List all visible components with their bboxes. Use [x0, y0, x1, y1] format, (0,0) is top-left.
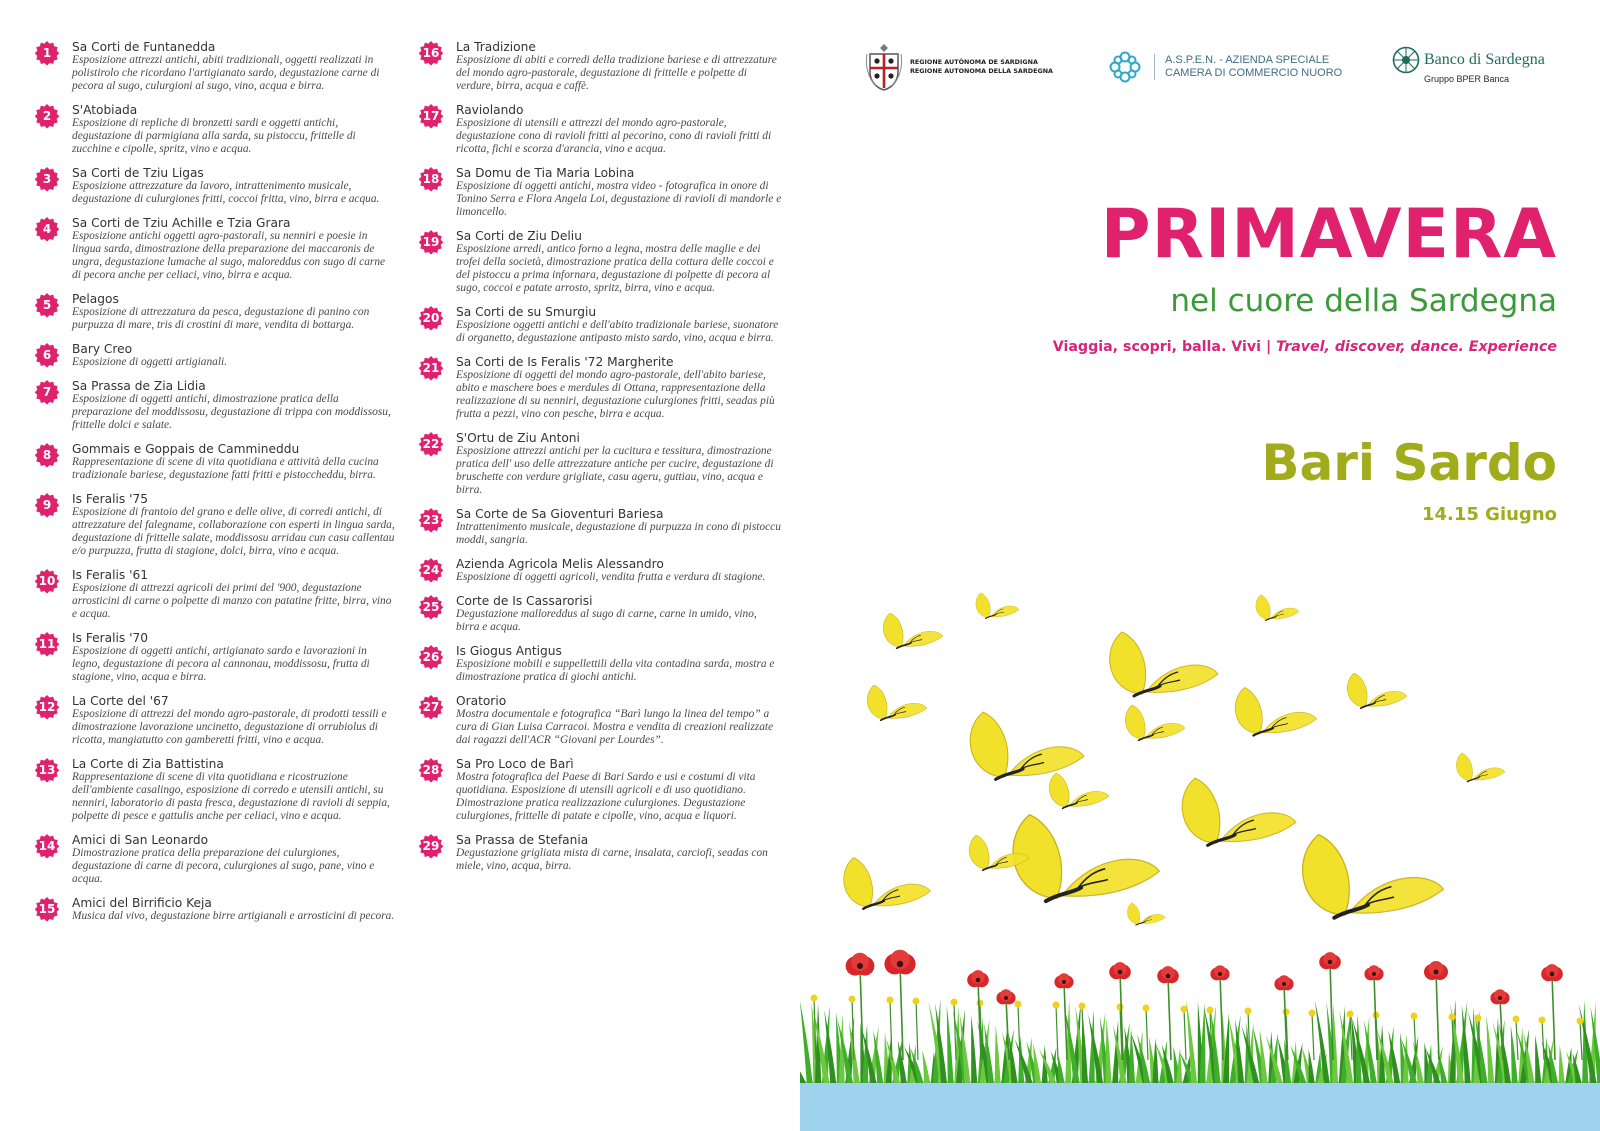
poppy-icon: [1541, 964, 1563, 981]
butterfly-icon: [844, 858, 931, 909]
program-entry: [34, 694, 396, 747]
region-name-italian: REGIONE AUTONOMA DELLA SARDEGNA: [910, 67, 1053, 75]
spring-illustration: [800, 580, 1600, 1131]
entry-description: Esposizione di attrezzi agricoli dei primi del '900, degustazione arrosticini di carne o polpette di manzo con patatine fritte, birra, vino e acqua.: [72, 582, 392, 620]
butterfly-icon: [1303, 835, 1444, 918]
butterfly-icon: [1125, 705, 1185, 740]
entry-number: 6: [42, 348, 52, 362]
entry-title: La Corte del '67: [72, 694, 169, 708]
program-entry: [418, 757, 783, 823]
entry-number: 22: [422, 437, 440, 451]
program-entry: [418, 694, 783, 747]
entry-number: 16: [422, 46, 440, 60]
program-entry: [34, 568, 396, 621]
entry-number: 5: [42, 298, 52, 312]
entry-title: Is Feralis '61: [72, 568, 148, 582]
number-badge-icon: [34, 833, 60, 859]
butterfly-icon: [976, 593, 1019, 619]
entry-number: 27: [422, 700, 440, 714]
program-entry: [34, 379, 396, 432]
small-flower-icon: [1245, 1008, 1252, 1015]
poppy-icon: [1319, 952, 1341, 969]
entry-number: 23: [422, 513, 440, 527]
entry-description: Mostra fotografica del Paese di Bari Sardo e usi e costumi di vita quotidiana. Esposizione di utensili agricoli e di uso quotidiano. Dimostrazione pratica realizzazione culurgiones. Degustazione culurgiones, frittelle di patate e cipolle, vino, acqua e liquori.: [456, 771, 756, 822]
region-crest-icon: [864, 42, 904, 92]
entry-title: Corte de Is Cassarorisi: [456, 594, 593, 608]
entry-description: Esposizione di abiti e corredi della tradizione bariese e di attrezzature del mondo agro-pastorale, degustazione di frittelle e polpette di verdure, birra, acqua e caffè.: [456, 54, 777, 92]
program-entry: [34, 166, 396, 206]
entry-number: 13: [38, 763, 56, 777]
entry-number: 4: [42, 222, 52, 236]
poppy-icon: [996, 989, 1015, 1004]
entry-title: Amici del Birrificio Keja: [72, 896, 212, 910]
program-entry: [34, 442, 396, 482]
water-strip: [800, 1081, 1600, 1131]
entry-title: Oratorio: [456, 694, 507, 708]
small-flower-icon: [1577, 1018, 1584, 1025]
aspen-knot-icon: [1108, 50, 1142, 84]
entry-title: Gommais e Goppais de Cammineddu: [72, 442, 300, 456]
small-flower-icon: [1513, 1016, 1520, 1023]
entry-description: Musica dal vivo, degustazione birre artigianali e arrosticini di pecora.: [72, 910, 395, 922]
entry-title: Sa Domu de Tia Maria Lobina: [456, 166, 635, 180]
entry-description: Esposizione di oggetti antichi, mostra video - fotografica in onore di Tonino Serra e Flora Angela Loi, degustazione di ravioli di mandorle e limoncello.: [456, 180, 782, 218]
small-flower-icon: [1475, 1015, 1482, 1022]
entry-number: 11: [38, 637, 56, 651]
logo-aspen: [1108, 50, 1342, 84]
entry-title: La Tradizione: [456, 40, 536, 54]
entry-description: Intrattenimento musicale, degustazione di purpuzza in cono di pistoccu moddi, sangria.: [456, 521, 781, 546]
entry-description: Degustazione grigliata mista di carne, insalata, carciofi, seadas con miele, vino, acqua, birra.: [456, 847, 768, 872]
entry-title: S'Atobiada: [72, 103, 138, 117]
poppy-icon: [846, 953, 875, 976]
entry-title: Sa Corte de Sa Gioventuri Bariesa: [456, 507, 664, 521]
program-entry: [418, 40, 783, 93]
butterfly-icon: [867, 685, 927, 720]
small-flower-icon: [1347, 1011, 1354, 1018]
entry-number: 1: [42, 46, 52, 60]
number-badge-icon: [418, 757, 444, 783]
entry-description: Mostra documentale e fotografica “Barì lungo la linea del tempo” a cura di Gian Luisa Carracoi. Mostra e vendita di creazioni realizzate dai ragazzi dell'ACR “Giovani per Lourdes”.: [456, 708, 774, 746]
butterfly-icon: [1182, 778, 1296, 845]
number-badge-icon: [418, 355, 444, 381]
entry-number: 14: [38, 839, 56, 853]
entry-description: Degustazione malloreddus al sugo di carne, carne in umido, vino, birra e acqua.: [456, 608, 757, 633]
program-entry: [34, 342, 396, 369]
tagline-italian: Viaggia, scopri, balla. Vivi |: [1052, 339, 1272, 355]
number-badge-icon: [34, 631, 60, 657]
entry-title: Sa Corti de Funtanedda: [72, 40, 216, 54]
entry-description: Esposizione di oggetti antichi, artigianato sardo e lavorazioni in legno, degustazione di pecora al cannonau, moddissosu, frutta di stagione, vino, acqua e birra.: [72, 645, 370, 683]
small-flower-icon: [913, 998, 920, 1005]
program-entry: [34, 757, 396, 823]
banco-group: Gruppo BPER Banca: [1424, 74, 1510, 84]
butterfly-icon: [1013, 815, 1159, 901]
entry-description: Dimostrazione pratica della preparazione dei culurgiones, degustazione di carne di pecora, culurgiones al sugo, pane, vino e acqua.: [72, 847, 375, 885]
number-badge-icon: [418, 694, 444, 720]
small-flower-icon: [1117, 1004, 1124, 1011]
program-entry: [418, 166, 783, 219]
entry-number: 2: [42, 109, 52, 123]
butterfly-icon: [1456, 753, 1505, 782]
number-badge-icon: [418, 594, 444, 620]
entry-title: Sa Corti de su Smurgiu: [456, 305, 597, 319]
program-list-left: [34, 40, 396, 933]
number-badge-icon: [34, 166, 60, 192]
program-entry: [34, 216, 396, 282]
banco-name: Banco di Sardegna: [1424, 51, 1545, 68]
number-badge-icon: [34, 103, 60, 129]
banco-rosette-icon: [1392, 46, 1420, 74]
entry-description: Esposizione mobili e suppellettili della vita contadina sarda, mostra e dimostrazione pratica di giochi antichi.: [456, 658, 775, 683]
entry-description: Esposizione di oggetti antichi, dimostrazione pratica della preparazione del moddissosu, degustazione di trippa con moddissosu, frittelle dolci e salate.: [72, 393, 391, 431]
program-entry: [418, 644, 783, 684]
small-flower-icon: [849, 996, 856, 1003]
entry-number: 9: [42, 498, 52, 512]
entry-number: 8: [42, 448, 52, 462]
number-badge-icon: [418, 305, 444, 331]
entry-title: Sa Corti de Tziu Ligas: [72, 166, 204, 180]
entry-title: S'Ortu de Ziu Antoni: [456, 431, 580, 445]
entry-title: Sa Pro Loco de Barì: [456, 757, 574, 771]
butterfly-icon: [1256, 595, 1299, 621]
entry-number: 17: [422, 109, 440, 123]
butterfly-icon: [1347, 673, 1407, 708]
program-entry: [418, 594, 783, 634]
number-badge-icon: [34, 694, 60, 720]
butterfly-icon: [970, 712, 1084, 779]
town-name: Bari Sardo: [1261, 434, 1557, 492]
poppy-icon: [1424, 961, 1448, 980]
entry-title: Sa Corti de Tziu Achille e Tzia Grara: [72, 216, 291, 230]
entry-description: Rappresentazione di scene di vita quotidiana e attività della cucina tradizionale bariese, degustazione fatti fritti e pistoccheddu, birra.: [72, 456, 379, 481]
entry-number: 7: [42, 385, 52, 399]
number-badge-icon: [34, 342, 60, 368]
small-flower-icon: [951, 999, 958, 1006]
entry-title: Azienda Agricola Melis Alessandro: [456, 557, 664, 571]
program-entry: [34, 492, 396, 558]
number-badge-icon: [418, 833, 444, 859]
entry-number: 28: [422, 763, 440, 777]
poppy-icon: [967, 970, 989, 987]
small-flower-icon: [1411, 1013, 1418, 1020]
entry-description: Esposizione antichi oggetti agro-pastorali, su nenniri e poesie in lingua sarda, dimostrazione della preparazione dei maccaronis de ungra, degustazione lumache al sugo, maloreddus con sugo di carne di pecora anche per celiaci, vino, birra e acqua.: [72, 230, 386, 281]
program-entry: [418, 431, 783, 497]
number-badge-icon: [34, 757, 60, 783]
program-list-middle: [418, 40, 783, 883]
number-badge-icon: [34, 442, 60, 468]
entry-number: 18: [422, 172, 440, 186]
event-tagline: [1053, 337, 1557, 357]
aspen-name: A.S.P.E.N. - AZIENDA SPECIALE: [1165, 54, 1330, 66]
number-badge-icon: [34, 379, 60, 405]
number-badge-icon: [34, 292, 60, 318]
entry-title: Raviolando: [456, 103, 524, 117]
butterfly-icon: [1110, 632, 1218, 696]
event-dates: 14.15 Giugno: [1421, 504, 1557, 525]
entry-number: 20: [422, 311, 440, 325]
aspen-chamber: CAMERA DI COMMERCIO NUORO: [1165, 67, 1343, 79]
logo-banco-di-sardegna: [1392, 46, 1545, 85]
entry-title: Sa Corti de Is Feralis '72 Margherite: [456, 355, 674, 369]
number-badge-icon: [418, 431, 444, 457]
logo-regione-sardegna: [864, 42, 1053, 92]
entry-description: Esposizione di oggetti del mondo agro-pastorale, dell'abito bariese, abito e maschere boes e merdules di Ottana, rappresentazione della realizzazione di su nenniri, degustazione culurgiones fritti, seadas più frutta a pezzi, vino con pesche, birra e acqua.: [456, 369, 775, 420]
program-entry: [418, 833, 783, 873]
number-badge-icon: [418, 507, 444, 533]
butterfly-icon: [1049, 773, 1109, 808]
entry-number: 24: [422, 563, 440, 577]
program-entry: [418, 305, 783, 345]
number-badge-icon: [418, 103, 444, 129]
small-flower-icon: [1143, 1005, 1150, 1012]
entry-description: Esposizione attrezzi antichi, abiti tradizionali, oggetti realizzati in polistirolo che ricordano l'artigianato sardo, degustazione carne di pecora al sugo, culurgioni al sugo, vino, acqua e birra.: [72, 54, 380, 92]
entry-number: 3: [42, 172, 52, 186]
entry-description: Rappresentazione di scene di vita quotidiana e ricostruzione dell'ambiente casalingo, esposizione di corredo e utensili antichi, su nenniri, laboratorio di pasta fresca, degustazione di ravioli di seppia, polpette di pesce e gattulis anche per celiaci, vino e acqua.: [72, 771, 390, 822]
entry-number: 15: [38, 902, 56, 916]
entry-title: Sa Prassa de Zia Lidia: [72, 379, 206, 393]
program-entry: [418, 229, 783, 295]
small-flower-icon: [977, 1000, 984, 1007]
poppy-icon: [1274, 975, 1293, 990]
sponsor-logos: [858, 40, 1558, 96]
small-flower-icon: [1207, 1007, 1214, 1014]
number-badge-icon: [418, 229, 444, 255]
tagline-english: Travel, discover, dance. Experience: [1276, 339, 1557, 355]
poppy-icon: [1054, 973, 1073, 988]
program-entry: [34, 292, 396, 332]
small-flower-icon: [811, 995, 818, 1002]
entry-title: Sa Prassa de Stefania: [456, 833, 589, 847]
entry-number: 19: [422, 235, 440, 249]
number-badge-icon: [418, 644, 444, 670]
program-entry: [34, 103, 396, 156]
entry-title: La Corte di Zia Battistina: [72, 757, 224, 771]
entry-description: Esposizione di repliche di bronzetti sardi e oggetti antichi, degustazione di parmigiana alla sarda, su pistoccu, frittelle di zucchine e cipolle, spritz, vino e acqua.: [72, 117, 356, 155]
entry-description: Esposizione attrezzature da lavoro, intrattenimento musicale, degustazione di culurgiones fritti, coccoi fritta, vino, birra e acqua.: [72, 180, 380, 205]
entry-description: Esposizione di oggetti agricoli, vendita frutta e verdura di stagione.: [456, 571, 766, 583]
event-subtitle: nel cuore della Sardegna: [1170, 283, 1557, 319]
program-entry: [34, 833, 396, 886]
entry-description: Esposizione di attrezzatura da pesca, degustazione di panino con purpuzza di mare, tris di crostini di mare, vendita di bottarga.: [72, 306, 370, 331]
entry-title: Is Feralis '70: [72, 631, 148, 645]
number-badge-icon: [418, 557, 444, 583]
entry-number: 10: [38, 574, 56, 588]
program-entry: [418, 355, 783, 421]
program-entry: [34, 40, 396, 93]
entry-title: Sa Corti de Ziu Deliu: [456, 229, 582, 243]
butterfly-icon: [1235, 688, 1316, 736]
butterfly-icon: [883, 613, 943, 648]
program-entry: [418, 557, 783, 584]
entry-description: Esposizione di frantoio del grano e delle olive, di corredi antichi, di attrezzature del falegname, collaborazione con esperti in lingua sarda, degustazione di frittelle salate, moddissosu arridau cun casu callentau e/o purpuzza, frutta di stagione, dolci, birra, vino e acqua.: [72, 506, 395, 557]
small-flower-icon: [1015, 1001, 1022, 1008]
number-badge-icon: [418, 40, 444, 66]
number-badge-icon: [34, 568, 60, 594]
poppy-icon: [884, 950, 915, 975]
entry-description: Esposizione oggetti antichi e dell'abito tradizionale bariese, suonatore di organetto, degustazione antipasto misto sardo, vino, acqua e birra.: [456, 319, 779, 344]
poppy-icon: [1109, 962, 1131, 979]
entry-number: 26: [422, 650, 440, 664]
entry-title: Is Giogus Antigus: [456, 644, 562, 658]
small-flower-icon: [1079, 1003, 1086, 1010]
program-entry: [34, 896, 396, 923]
program-entry: [418, 507, 783, 547]
entry-description: Esposizione di oggetti artigianali.: [72, 356, 228, 368]
entry-number: 12: [38, 700, 56, 714]
poppy-icon: [1490, 989, 1509, 1004]
small-flower-icon: [1309, 1010, 1316, 1017]
poppy-icon: [1364, 965, 1383, 980]
entry-number: 21: [422, 361, 440, 375]
small-flower-icon: [887, 997, 894, 1004]
region-name-sardinian: REGIONE AUTÒNOMA DE SARDIGNA: [910, 58, 1038, 66]
small-flower-icon: [1053, 1002, 1060, 1009]
number-badge-icon: [34, 216, 60, 242]
number-badge-icon: [34, 40, 60, 66]
number-badge-icon: [34, 896, 60, 922]
entry-number: 29: [422, 839, 440, 853]
number-badge-icon: [34, 492, 60, 518]
program-entry: [418, 103, 783, 156]
entry-title: Bary Creo: [72, 342, 133, 356]
poppy-icon: [1157, 966, 1179, 983]
small-flower-icon: [1181, 1006, 1188, 1013]
poppy-icon: [1210, 965, 1229, 980]
entry-description: Esposizione arredi, antico forno a legna, mostra delle maglie e dei trofei della società, dimostrazione pratica della cottura delle coccoi e del pistoccu a prima infornara, degustazione di polpette di pecora al sugo, coccoi e patate arrosto, spritz, birra, vino e acqua.: [456, 243, 774, 294]
entry-number: 25: [422, 600, 440, 614]
entry-description: Esposizione di attrezzi del mondo agro-pastorale, di prodotti tessili e dimostrazione lavorazione uncinetto, degustazione di orrubiolus di ricotta, mangiatutto con gamberetti fritti, vino e acqua.: [72, 708, 387, 746]
entry-description: Esposizione attrezzi antichi per la cucitura e tessitura, dimostrazione pratica dell' uso delle attrezzature antiche per cucire, degustazione di bruschette con verdure grigliate, casu ageru, guttiau, vino, acqua e birra.: [456, 445, 774, 496]
small-flower-icon: [1449, 1014, 1456, 1021]
event-title: PRIMAVERA: [1100, 195, 1557, 274]
entry-title: Amici di San Leonardo: [72, 833, 209, 847]
entry-title: Pelagos: [72, 292, 119, 306]
small-flower-icon: [1539, 1017, 1546, 1024]
number-badge-icon: [418, 166, 444, 192]
entry-description: Esposizione di utensili e attrezzi del mondo agro-pastorale, degustazione cono di ravioli fritti al pecorino, cono di ravioli fritti di ricotta, fichi e scorza d'arancia, vino e acqua.: [456, 117, 772, 155]
program-entry: [34, 631, 396, 684]
entry-title: Is Feralis '75: [72, 492, 148, 506]
butterfly-icon: [1127, 903, 1165, 925]
